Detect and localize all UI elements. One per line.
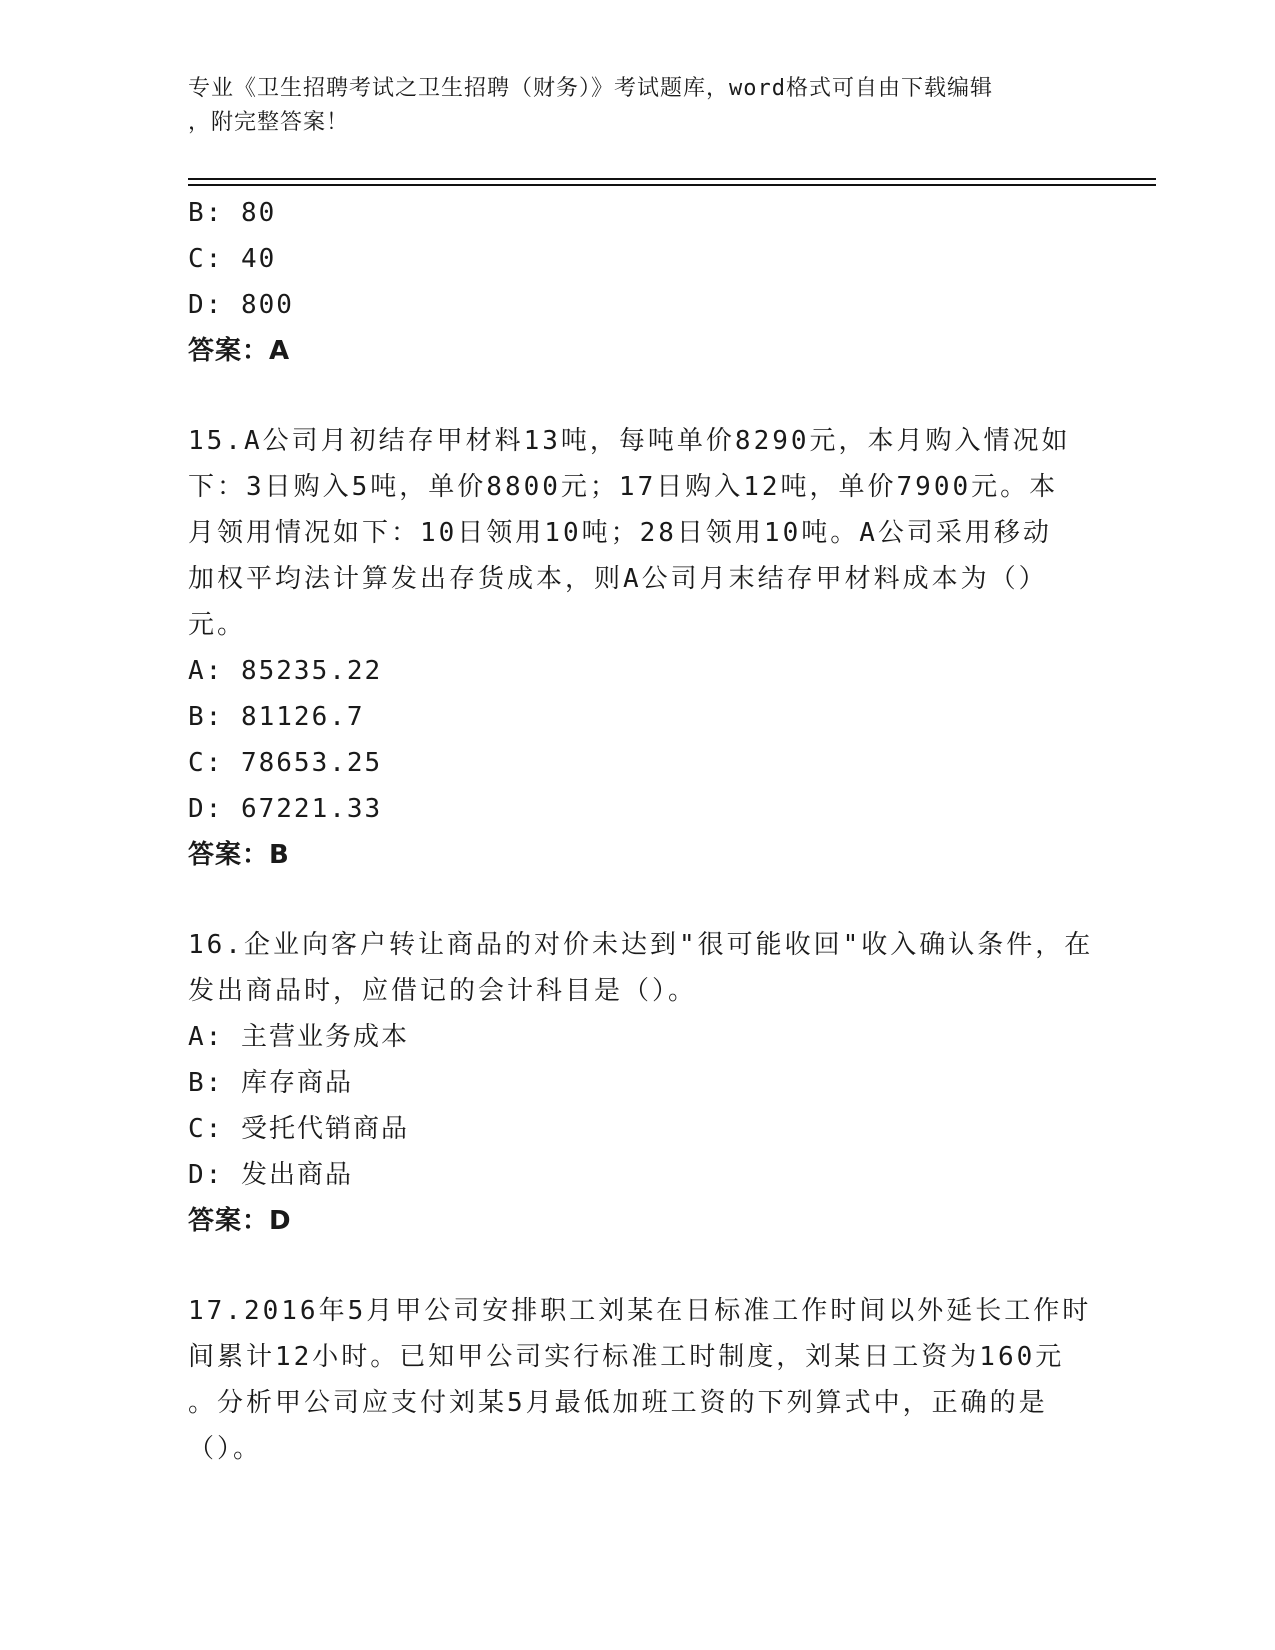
- question-text-line: 元。: [188, 610, 247, 640]
- option-b: B: 80: [188, 198, 277, 228]
- question-15-text: [188, 418, 1088, 648]
- question-17-text: [188, 1288, 1092, 1472]
- answer-line: 答案：D: [188, 1206, 292, 1236]
- option-c: C: 40: [188, 244, 277, 274]
- question-text-line: 17.2016年5月甲公司安排职工刘某在日标准工作时间以外延长工作时: [188, 1296, 1092, 1326]
- option-a: A: 85235.22: [188, 656, 383, 686]
- option-d: D: 800: [188, 290, 294, 320]
- previous-question-block: [188, 190, 1088, 374]
- header-title-line-1: 专业《卫生招聘考试之卫生招聘（财务）》考试题库，word格式可自由下载编辑: [188, 76, 993, 101]
- question-16: [188, 922, 1094, 1244]
- header-divider-top: [188, 178, 1156, 180]
- question-text-line: 下：3日购入5吨，单价8800元；17日购入12吨，单价7900元。本: [188, 472, 1059, 502]
- option-b: B: 库存商品: [188, 1068, 353, 1098]
- question-text-line: 16.企业向客户转让商品的对价未达到"很可能收回"收入确认条件，在: [188, 930, 1094, 960]
- question-text-line: 月领用情况如下：10日领用10吨；28日领用10吨。A公司采用移动: [188, 518, 1052, 548]
- question-content: [188, 190, 1094, 1472]
- option-d: D: 发出商品: [188, 1160, 353, 1190]
- question-text-line: 发出商品时，应借记的会计科目是（）。: [188, 976, 698, 1006]
- question-text-line: （）。: [188, 1434, 263, 1464]
- question-15: [188, 418, 1088, 878]
- question-text-line: 。分析甲公司应支付刘某5月最低加班工资的下列算式中，正确的是: [188, 1388, 1048, 1418]
- question-16-text: [188, 922, 1094, 1014]
- header-title-line-2: ，附完整答案！: [188, 110, 350, 135]
- question-text-line: 间累计12小时。已知甲公司实行标准工时制度，刘某日工资为160元: [188, 1342, 1065, 1372]
- spacer: [188, 1244, 1088, 1288]
- question-17: [188, 1288, 1092, 1472]
- option-c: C: 78653.25: [188, 748, 383, 778]
- page-header: [188, 72, 1068, 140]
- option-d: D: 67221.33: [188, 794, 383, 824]
- spacer: [188, 878, 1088, 922]
- option-a: A: 主营业务成本: [188, 1022, 409, 1052]
- option-b: B: 81126.7: [188, 702, 365, 732]
- question-text-line: 加权平均法计算发出存货成本，则A公司月末结存甲材料成本为（）: [188, 564, 1048, 594]
- answer-line: 答案：A: [188, 336, 291, 366]
- option-c: C: 受托代销商品: [188, 1114, 409, 1144]
- header-divider-bottom: [188, 184, 1156, 186]
- spacer: [188, 374, 1088, 418]
- answer-line: 答案：B: [188, 840, 290, 870]
- question-text-line: 15.A公司月初结存甲材料13吨，每吨单价8290元，本月购入情况如: [188, 426, 1071, 456]
